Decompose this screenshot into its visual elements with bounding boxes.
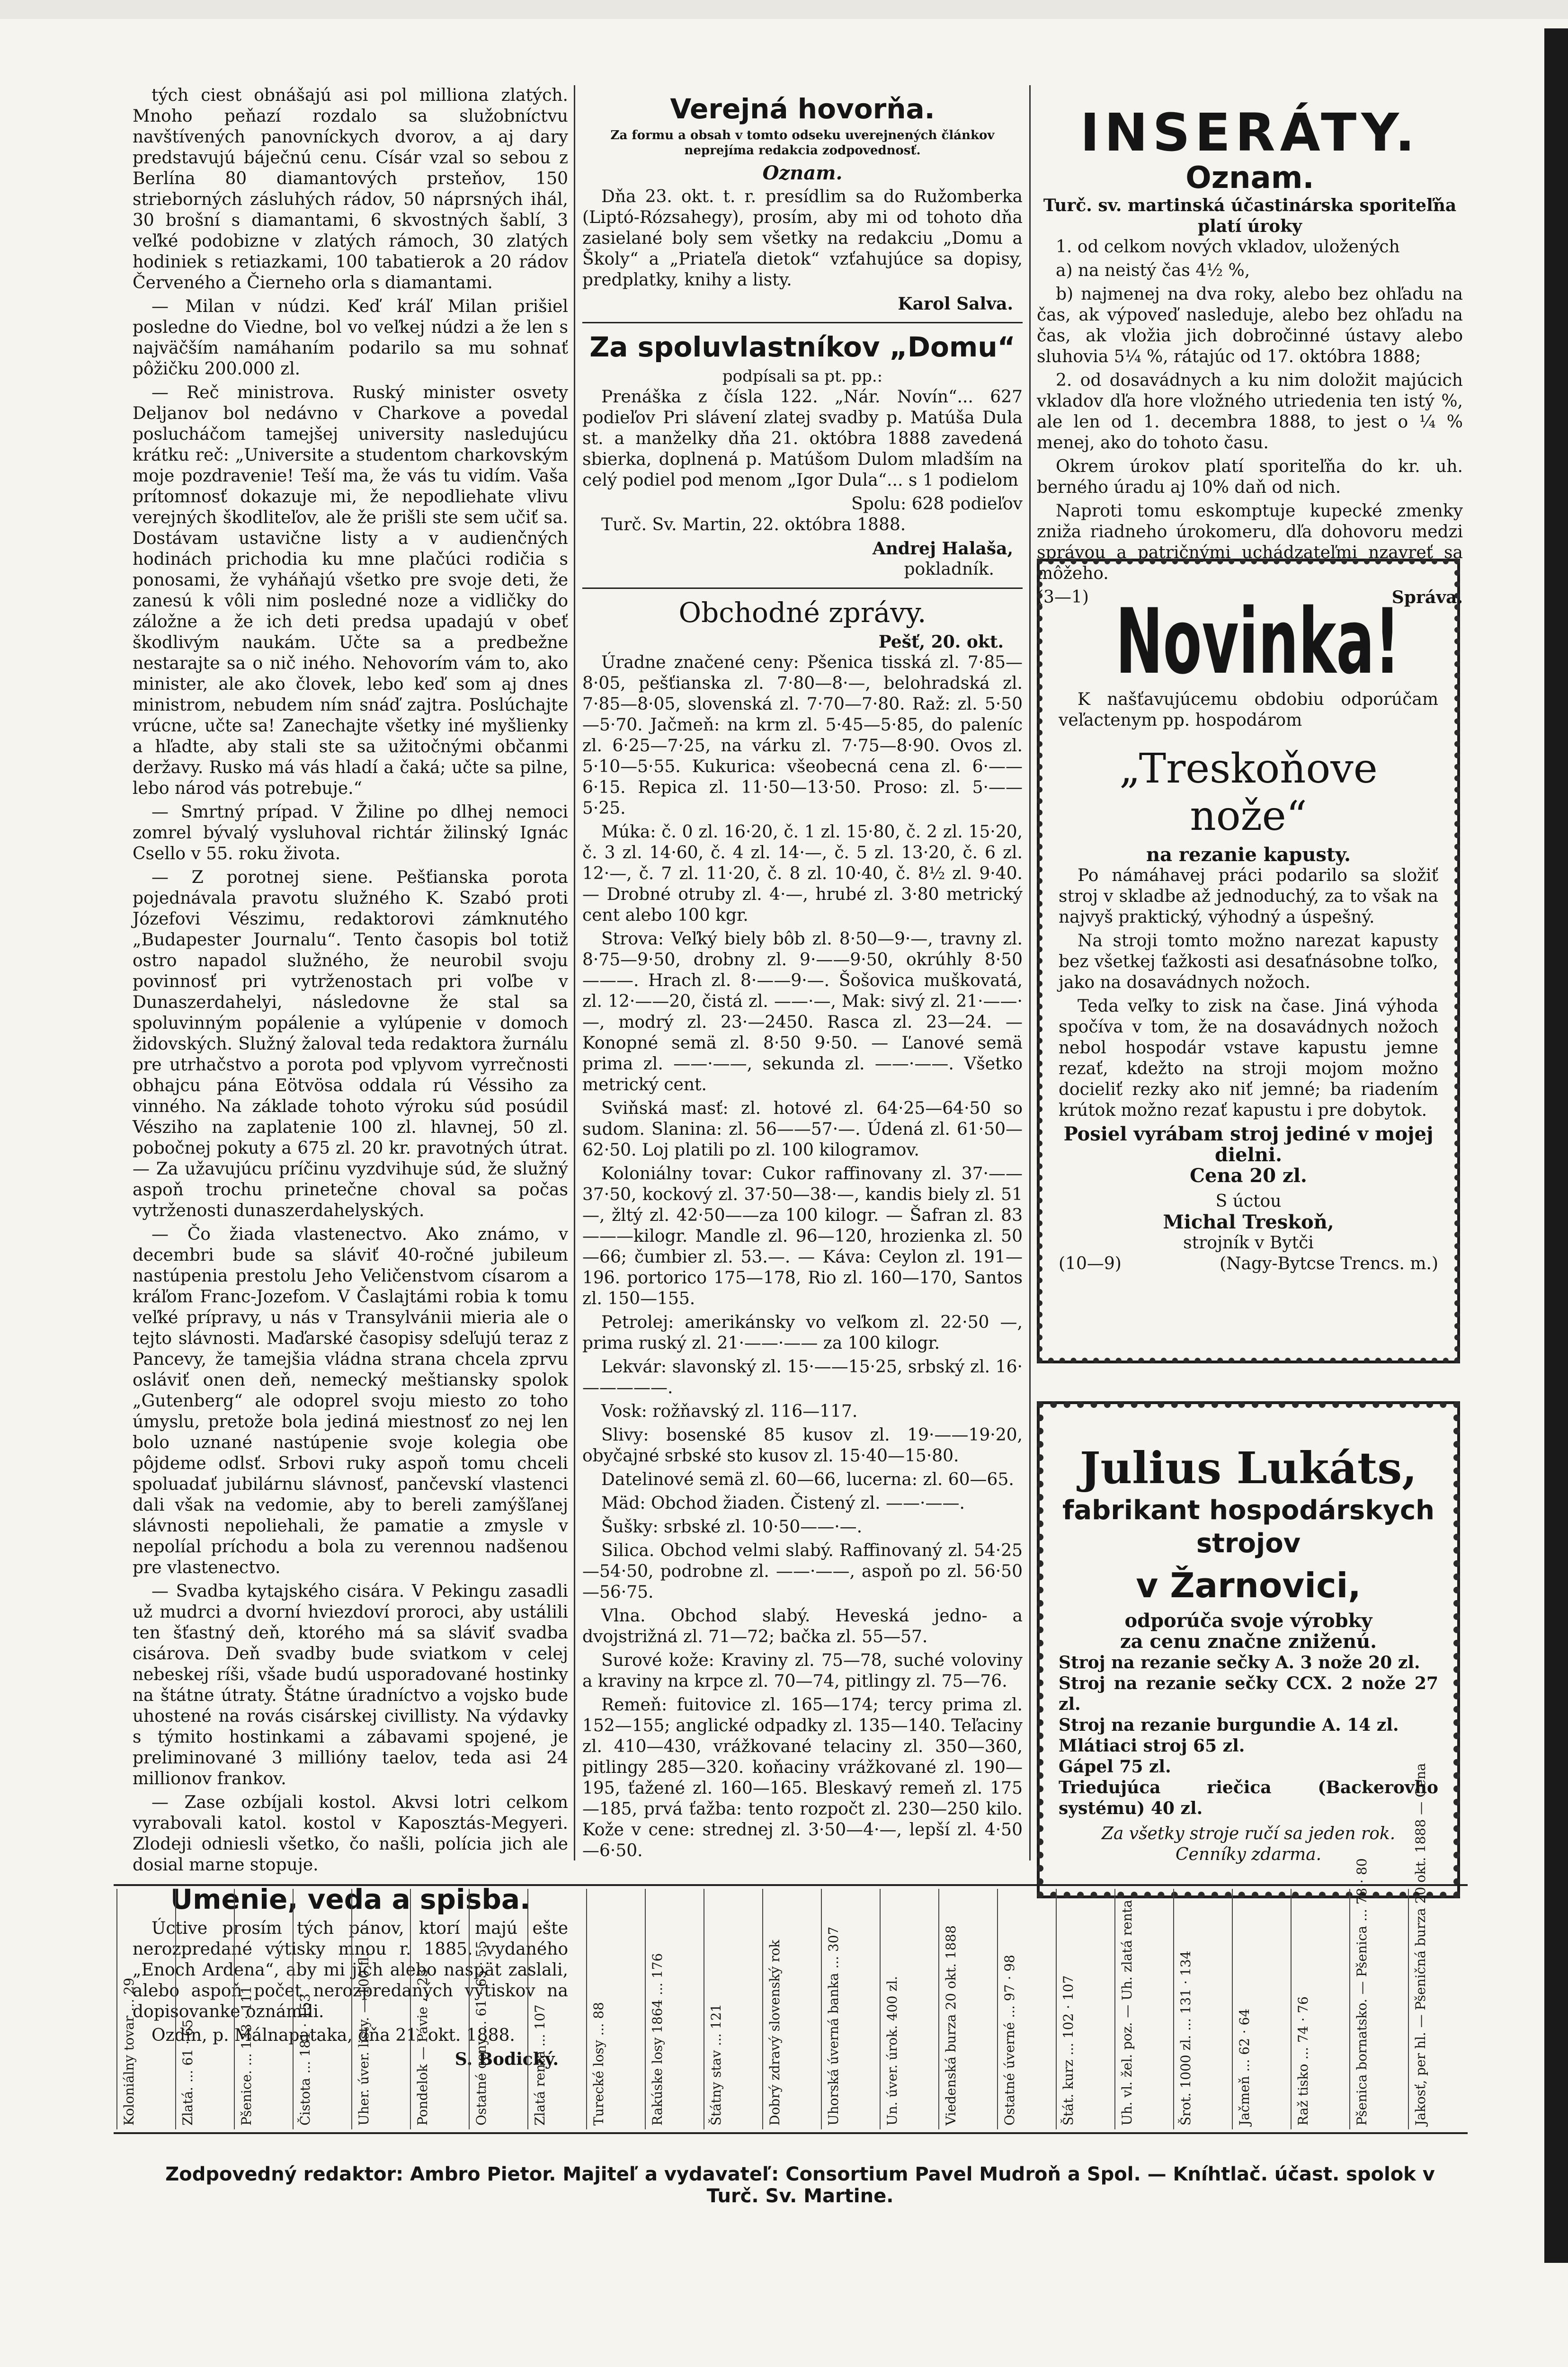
table-row: [1056, 1889, 1076, 2129]
divider: [582, 587, 1023, 589]
ad-lukats: [1037, 1401, 1460, 1898]
table-cell: Pšenice. ... 133 · 111: [239, 1985, 254, 2126]
market-colonial: Koloniálny tovar: Cukor raffinovany zl. 37·——37·50, kockový zl. 37·50—38·—, kandis biely zl. 51—, žltý zl. 42·50——za 100 kilogr. — Šafran zl. 83———kilogr. Mandle zl. 96—120, hrozienka zl. 50—66; čumbier zl. 53.—. — Káva: Ceylon zl. 191—196. portorico 175—178, Rio zl. 160—170, Santos zl. 150—155.: [582, 1164, 1023, 1308]
section-title-obchod: Obchodné zprávy.: [678, 596, 927, 629]
market-clover: Datelinové semä zl. 60—66, lucerna: zl. 60—65.: [601, 1470, 1014, 1489]
market-wax: Vosk: rožňavský zl. 116—117.: [601, 1402, 858, 1421]
article-milan: — Milan v núdzi. Keď kráľ Milan prišiel posledne do Viedne, bol vo veľkej núdzi a že len s najväčším namáhaním podarilo sa mu sohnať pôžičku 200.000 zl.: [133, 297, 568, 379]
bank-line-1b: b) najmenej na dva roky, alebo bez ohľadu na čas, ak výpoveď nasleduje, alebo bez ohľadu na čas, ak vložia jich dobročinné ústavy alebo sluhovia 5¼ %, rátajúc od 17. októbra 1888;: [1037, 285, 1463, 366]
bank-line-1: 1. od celkom nových vkladov, uložených: [1056, 237, 1400, 257]
ad-text-3: Teda veľky to zisk na čase. Jiná výhoda spočíva v tom, že na dosavádnych nožoch nebol hospodár vstave kapustu jemne rezať, kdežto na stroji mojom možno docieliť rezky ako niť jemné; ba riadením krútok možno rezať kapustu i pre dobytok.: [1059, 997, 1438, 1120]
table-cell: Dobrý zdravý slovenský rok: [767, 1940, 783, 2126]
spolu-date: Turč. Sv. Martin, 22. októbra 1888.: [601, 515, 906, 534]
spolu-subtitle: podpísali sa pt. pp.:: [722, 367, 883, 386]
table-row: [1408, 1763, 1428, 2129]
market-dried: Šušky: srbské zl. 10·50——·—.: [601, 1517, 863, 1537]
market-grain: Úradne značené ceny: Pšenica tisská zl. 7·85—8·05, pešťianska zl. 7·80—8·—, belohradská zl. 7·85—8·05, slovenská zl. 7·70—7·80. Raž: zl. 5·50—5·70. Jačmeň: na krm zl. 5·45—5·85, do paleníc zl. 6·25—7·25, na várku zl. 7·75—8·90. Ovos zl. 5·10—5·55. Kukurica: všeobecná cena zl. 6·——6·15. Repica zl. 11·50—13·50. Proso: zl. 5·——5·25.: [582, 653, 1023, 818]
table-cell: Jakosť, per hl. — Pšeničná burza 20 okt. 1888 — Cena: [1413, 1763, 1428, 2126]
section-title-umenie: Umenie, veda a spisba.: [170, 1883, 531, 1915]
table-row: [1232, 1889, 1252, 2129]
table-row: [1114, 1889, 1135, 2129]
table-cell: Raž tisko ... 74 · 76: [1295, 1996, 1311, 2126]
ad-price: Cena 20 zl.: [1190, 1165, 1307, 1187]
signature-halasa: Andrej Halaša,: [872, 539, 1013, 559]
table-row: [645, 1889, 665, 2129]
ad-guarantee: Za všetky stroje ručí sa jeden rok.: [1101, 1824, 1396, 1843]
table-cell: Čistota ... 181 · 153: [297, 1993, 313, 2126]
table-cell: Ostatné ceny ... 61 · 65 · 55: [473, 1940, 489, 2126]
table-row: [410, 1889, 430, 2129]
table-row: [116, 1889, 137, 2129]
article-dateline: Ozdín, p. Málnapataka, dňa 21. okt. 1888.: [151, 2026, 515, 2045]
ad-item-1: Stroj na rezanie sečky A. 3 nože 20 zl.: [1059, 1653, 1420, 1673]
market-legumes: Strova: Veľký biely bôb zl. 8·50—9·—, travny zl. 8·75—9·50, drobny zl. 9·——9·50, okrúhly 8·50———. Hrach zl. 8·——9·—. Šošovica muškovatá, zl. 12·——20, čistá zl. ——·—, Mak: sivý zl. 21·——·—, modrý zl. 23·—2450. Rasca zl. 23—24. — Konopné semä zl. 8·50 9·50. — Ľanové semä prima zl. ——·——, sekunda zl. ——·——. Všetko metrický cent.: [582, 929, 1023, 1095]
bank-line-1a: a) na neistý čas 4½ %,: [1056, 261, 1250, 280]
table-row: [469, 1889, 489, 2129]
notice-text: Dňa 23. okt. t. r. presídlim sa do Ružomberka (Liptó-Rózsahegy), prosím, aby mi od tohoto dňa zasielané boly sem všetky na redakciu „Domu a Školy“ a „Priateľa dietok“ vzťahujúce sa dopisy, predplatky, knihy a listy.: [582, 187, 1023, 290]
table-cell: Un. úver. úrok. 400 zl.: [884, 1976, 900, 2126]
section-title-verejna: Verejná hovorňa.: [670, 93, 935, 125]
signature-salva: Karol Salva.: [898, 294, 1013, 314]
market-wool: Vlna. Obchod slabý. Heveská jedno- a dvojstrižná zl. 71—72; bačka zl. 55—57.: [582, 1606, 1023, 1646]
table-cell: Viedenská burza 20 okt. 1888: [943, 1925, 959, 2126]
table-row: [586, 1889, 606, 2129]
spolu-text: Prenáška z čísla 122. „Nár. Novín“... 627 podieľov Pri slávení zlatej svadby p. Matúša Dula st. a manželky dňa 21. októbra 1888 zavedená sbierka, doplnená p. Matúšom Dulom mladším na celý podiel pod menom „Igor Dula“... s 1 podielom: [582, 387, 1023, 490]
table-cell: Šrot. 1000 zl. ... 131 · 134: [1178, 1950, 1194, 2126]
market-leather: Remeň: fuitovice zl. 165—174; tercy prima zl. 152—155; anglické odpadky zl. 135—140. Teľaciny zl. 410—430, vrážkované telaciny zl. 350—360, pitlingy 285—320. koňaciny vrážkované zl. 190—195, ťažené zl. 160—165. Bleskavý remeň zl. 175—185, prvá ťažba: tento rozpočt zl. 230—250 kilo. Kože v cene: strednej zl. 3·50—4·—, lepší zl. 4·50—6·50.: [582, 1695, 1023, 1860]
table-row: [762, 1889, 783, 2129]
table-cell: Zlatá. ... 61 · 65: [180, 2019, 196, 2126]
table-cell: Štátny stav ... 121: [708, 2003, 724, 2126]
table-cell: Jačmeň ... 62 · 64: [1237, 2008, 1252, 2126]
table-row: [821, 1889, 841, 2129]
ad-footer: [1059, 1254, 1438, 1274]
signature-bodicky: S. Bodický.: [454, 2049, 559, 2069]
market-plums: Slivy: bosenské 85 kusov zl. 19·——19·20, obyčajné srbské sto kusov zl. 15·40—15·80.: [582, 1425, 1023, 1466]
table-cell: Rakúske losy 1864 ... 176: [650, 1953, 665, 2126]
table-row: [175, 1889, 196, 2129]
table-cell: Uh. vl. žel. poz. — Uh. zlatá renta: [1119, 1900, 1135, 2126]
ad-code: (10—9): [1059, 1254, 1122, 1273]
ad-item-2: Stroj na rezanie sečky CCX. 2 nože 27 zl.: [1059, 1673, 1438, 1714]
bank-heading: Turč. sv. martinská účastinárska sporiteľňa platí úroky: [1043, 196, 1457, 236]
table-row: [293, 1889, 313, 2129]
divider: [582, 322, 1023, 323]
market-honey: Mäd: Obchod žiaden. Čistený zl. ——·——.: [601, 1494, 965, 1513]
table-cell: Uher. úver. listy. — 100 fl.: [356, 1952, 372, 2126]
ad-item-6: Triedujúca riečica (Backerovho systému) 40 zl.: [1059, 1778, 1438, 1818]
article-books: Úctive prosím tých pánov, ktorí majú ešte nerozpredané výtisky mnou r. 1885. vydaného „Enoch Ardena“, aby mi jich alebo naspät zaslali, alebo aspoň počet nerozpredaných výtiskov na dopisovanke oznámili.: [133, 1919, 568, 2021]
market-flour: Múka: č. 0 zl. 16·20, č. 1 zl. 15·80, č. 2 zl. 15·20, č. 3 zl. 14·60, č. 4 zl. 14·—, č. 5 zl. 13·20, č. 6 zl. 12·—, č. 7 zl. 11·20, č. 8 zl. 10·40, č. 8½ zl. 9·40. — Drobné otruby zl. 4·—, hrubé zl. 3·80 metrický cent alebo 100 kgr.: [582, 822, 1023, 925]
ad-text-2: Na stroji tomto možno narezat kapusty bez všetkej ťažkosti asi desaťnásobne toľko, jako na dosavádnych nožoch.: [1059, 931, 1438, 992]
column-middle: [582, 85, 1023, 1860]
ad-discount: za cenu značne zniženú.: [1120, 1630, 1377, 1653]
table-row: [997, 1889, 1017, 2129]
ad-item-4: Mlátiaci stroj 65 zl.: [1059, 1736, 1245, 1756]
article-patriotism: — Čo žiada vlastenectvo. Ako známo, v decembri bude sa sláviť 40-ročné jubileum nastúpenia prestolu Jeho Veličenstvom císarom a kráľom Franc-Jozefom. V Časlajtámi robia k tomu veľké prípravy, u nás v Transylvánii mieria ale o tejto slávnosti. Maďarské časopisy sdeľujú teraz z Pancevy, že tamejšia vládna strana chcela zprvu osláviť onen deň, nemecký meštiansky spolok „Gutenberg“ ale odoprel svoju miesto zo toho úmyslu, pretože bola jediná miestnosť zo nej len bolo uznané nastúpenie svoje kolegia obe pôjdeme odlsť. Srbovi ruky aspoň tomu chceli spoluadať jubilárnu slávnosť, pančevskí vlastenci dali však na vedomie, aby to bereli zamýšľanej slávnosti nepoliehali, že pamatie a zmysle v nepolíal príchodu a bola zu verennou nadšenou pre vlastenectvo.: [133, 1225, 568, 1577]
column-divider: [574, 85, 575, 1860]
article-church: — Zase ozbíjali kostol. Akvsi lotri celkom vyrabovali katol. kostol v Kaposztás-Megyeri. Zlodeji odniesli všetko, čo našli, polícia jich ale dosial marne stopuje.: [133, 1793, 568, 1875]
article-wedding: — Svadba kytajského cisára. V Pekingu zasadli už mudrci a dvorní hviezdoví proroci, aby ustálili ten šťastný deň, ktorého má sa sláviť svadba cisárova. Deň svadby bude sviatkom v celej nebeskej ríši, všade budú usporadované hostinky na štátne útraty. Štátne úradníctvo a vojsko bude uhostené na rovás cisárskej civillisty. Na výdavky s týmito hostinkami a zábavami spojené, je preliminované 3 millióny taelov, teda asi 24 millionov frankov.: [133, 1582, 568, 1789]
ad-signature: Michal Treskoň,: [1163, 1211, 1334, 1233]
table-cell: Turecké losy ... 88: [591, 2002, 606, 2126]
table-cell: Koloniálny tovar ... 29: [121, 1977, 137, 2126]
article-jury: — Z porotnej siene. Pešťianska porota pojednávala pravotu služného K. Szabó proti Józefovi Vészimu, redaktorovi zámknutého „Budapester Journalu“. Tento časopis bol totiž ostro napadol služného, že neurobil svoju povinnosť pri vytrženostach pri voľbe v Dunaszerdahelyi, následovne že stal sa spoluvinným popálenie a vylúpenie v domoch židovských. Služný žaloval teda redaktora žurnálu pre utrhačstvo a porota pod vplyvom vyrrečnosti obhajcu pána Eötvösa oddala rú Véssiho za vinného. Na základe tohoto výroku súd posúdil Vésziho na zaplatenie 100 zl. hlavnej, 50 zl. pobočnej pokuty a 675 zl. 20 kr. pravotných útrat. — Za užavujúcu príčinu vyzdvihuje súd, že služný aspoň trochu prinetečne choval sa počas vytrženosti dunaszerdahelyských.: [133, 868, 568, 1220]
market-hides: Surové kože: Kraviny zl. 75—78, suché voloviny a kraviny na krpce zl. 70—74, pitlingy zl. 75—76.: [582, 1651, 1023, 1691]
ad-item-3: Stroj na rezanie burgundie A. 14 zl.: [1059, 1715, 1399, 1735]
article-minister: — Reč ministrova. Ruský minister osvety Deljanov bol nedávno v Charkove a povedal poslucháčom tamejšej university nasledujúcu krátku reč: „Universite a studentom charkovským moje pozdravenie! Teší ma, že vás tu vidím. Vaša prítomnosť dokazuje mi, že nepodliehate vlivu verejných škodliteľov, ale že prišli ste sem učiť sa. Dostávam ustavične listy a v audienčných hodinách prichodia ku mne plačúci rodičia s ponosami, že vyháňajú všetko pre svoje deti, že zanesú k vôli nim posledné noze a vidličky do záložne a že ich deti predsa upadajú v obeť škodlivým naukám. Učte sa a predbežne nestarajte sa o nič iného. Nehovorím vám to, ako minister, ale ako človek, lebo keď som aj dnes ministrom, nebudem ním snáď zajtra. Poslúchajte vrúcne, učte sa! Zanechajte všetky iné myšlienky a hľadte, aby stali ste sa užitočnými občanmi deržavy. Rusko má vás hladí a čaká; učte sa pilne, lebo národ vás potrebuje.“: [133, 383, 568, 798]
table-row: [1291, 1889, 1311, 2129]
bank-line-4: Naproti tomu eskomptuje kupecké zmenky zniža riadneho úrokomeru, dľa dohovoru medzi správou a patričnými uchádzateľmi nzavreť sa môžeho.: [1037, 501, 1463, 583]
column-divider: [1029, 85, 1031, 1860]
table-cell: Uhorská úverná banka ... 307: [826, 1926, 841, 2126]
table-cell: Zlatá renta ... 107: [532, 2004, 548, 2126]
ad-headline: Novinka!: [1115, 589, 1400, 694]
ad-catalog: Cenníky zdarma.: [1175, 1845, 1322, 1864]
article-death: — Smrtný prípad. V Žiline po dlhej nemoci zomrel bývalý vysluhoval richtár žilinský Ignác Csello v 55. roku života.: [133, 802, 568, 863]
market-dateline: Pešť, 20. okt.: [878, 632, 1004, 652]
ad-treskon: [1037, 559, 1460, 1363]
ad-item-5: Gápel 75 zl.: [1059, 1757, 1171, 1777]
newspaper-page: [114, 85, 1468, 2225]
table-cell: Ostatné úverné ... 97 · 98: [1002, 1955, 1017, 2126]
column-right: [1037, 85, 1463, 1864]
ad-company: Julius Lukáts,: [1079, 1442, 1417, 1494]
ad-offer: Posiel vyrábam stroj jediné v mojej dielni.: [1063, 1123, 1434, 1166]
bank-signature: Správa.: [1391, 587, 1463, 607]
notice-title-oznam: Oznam.: [1185, 160, 1314, 196]
ad-place: v Žarnovici,: [1136, 1566, 1361, 1605]
bank-line-2: 2. od dosavádnych a ku nim doložit majúcich vkladov dľa hore vložného utriedenia ten istý %, ale len od 1. decembra 1888, to jest o ¼ % menej, ako do tohoto času.: [1037, 371, 1463, 453]
table-row: [938, 1889, 959, 2129]
table-row: [880, 1889, 900, 2129]
market-petroleum: Petrolej: amerikánsky vo veľkom zl. 22·50 —, prima ruský zl. 21·——·—— za 100 kilogr.: [582, 1313, 1023, 1353]
ad-sig-role: strojník v Bytči: [1183, 1233, 1314, 1253]
table-row: [351, 1889, 372, 2129]
spolu-total: Spolu: 628 podieľov: [851, 494, 1023, 514]
ad-text-1: Po námáhavej práci podarilo sa složiť stroj v skladbe až jednoduchý, za to však na najvyš praktický, výhodný a úspešný.: [1059, 866, 1438, 927]
table-row: [527, 1889, 548, 2129]
table-cell: Pondelok — Pávie ... 23: [415, 1968, 430, 2126]
bank-code: (3—1): [1037, 587, 1089, 607]
table-row: [1173, 1889, 1194, 2129]
article-text: tých ciest obnášajú asi pol milliona zlatých. Mnoho peňazí rozdalo sa služobníctvu navštívených panovníckych dvorov, a aj dary predstavujú báječnú cenu. Císár vzal so sebou z Berlína 80 diamantových prsteňov, 150 strieborných zásluhých rádov, 50 náprsných ihál, 30 brošní s diamantami, 6 skvostných šablí, 3 veľké podobizne v zlatých rámoch, 30 zlatých hodiniek s retiazkami, 100 tabatierok a 20 rádov Červeného a Čierneho orla s diamantami.: [133, 86, 568, 293]
ad-address: (Nagy-Bytcse Trencs. m.): [1219, 1254, 1438, 1273]
market-lard: Sviňská masť: zl. hotové zl. 64·25—64·50 so sudom. Slanina: zl. 56——57·—. Údená zl. 61·50—62·50. Loj platili po zl. 100 kilogramov.: [582, 1099, 1023, 1160]
bank-line-3: Okrem úrokov platí sporiteľňa do kr. uh. berného úradu aj 10% daň od nich.: [1037, 457, 1463, 497]
ad-intro: K našťavujúcemu obdobiu odporúčam veľactenym pp. hospodárom: [1059, 690, 1438, 730]
ad-recommend: odporúča svoje výrobky: [1124, 1610, 1372, 1632]
editor-note: Za formu a obsah v tomto odseku uverejnených článkov neprejíma redakcia zodpovednosť.: [610, 128, 995, 158]
table-cell: Štát. kurz ... 102 · 107: [1060, 1975, 1076, 2126]
scan-edge-top: [0, 0, 1568, 19]
scan-edge-right: [1544, 28, 1568, 2263]
table-cell: Pšenica bornatsko. — Pšenica ... 78 · 80: [1354, 1858, 1370, 2126]
ad-sig-pre: S úctou: [1215, 1192, 1282, 1211]
ad-product-sub: na rezanie kapusty.: [1146, 844, 1351, 866]
ad-company-desc: fabrikant hospodárskych strojov: [1062, 1495, 1435, 1559]
section-title-spolu: Za spoluvlastníkov „Domu“: [589, 331, 1016, 363]
market-oil: Silica. Obchod velmi slabý. Raffinovaný zl. 54·25—54·50, podrobne zl. ——·——, aspoň po zl. 56·50—56·75.: [582, 1541, 1023, 1602]
section-title-inseraty: INSERÁTY.: [1080, 102, 1420, 163]
signature-role: pokladník.: [904, 560, 994, 579]
imprint-footer: Zodpovedný redaktor: Ambro Pietor. Majiteľ a vydavateľ: Consortium Pavel Mudroň a Spol. — Kníhtlač. účast. spolok v Turč. Sv. Martine.: [165, 2163, 1435, 2207]
notice-title: Oznam.: [762, 162, 843, 184]
table-row: [234, 1889, 254, 2129]
market-jam: Lekvár: slavonský zl. 15·——15·25, srbský zl. 16·—————.: [582, 1357, 1023, 1397]
ad-product: „Treskoňove nože“: [1119, 745, 1378, 840]
table-row: [1349, 1858, 1370, 2129]
